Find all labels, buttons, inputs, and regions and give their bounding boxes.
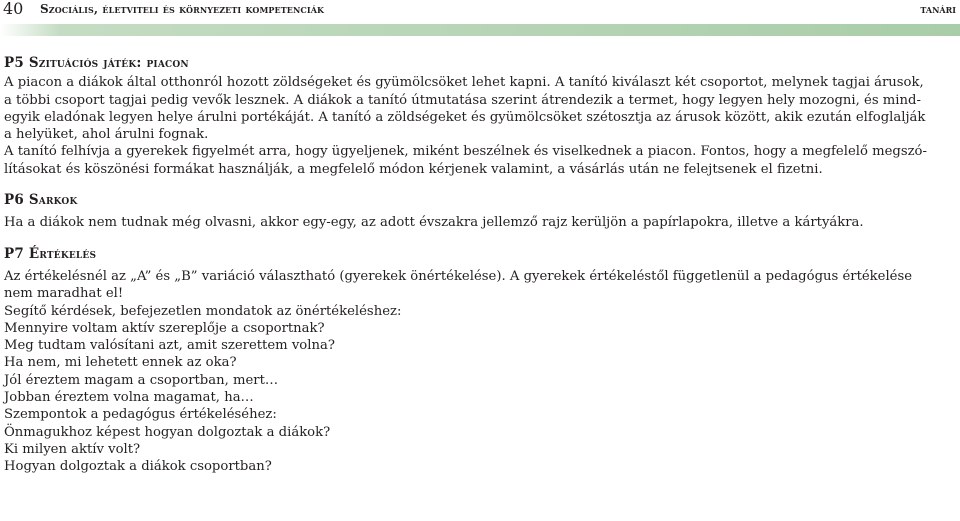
text-line: A piacon a diákok által otthonról hozott zöldségeket és gyümölcsöket lehet kapni. A tanító kiválaszt két csoportot, melynek tagjai árusok, (4, 75, 924, 91)
text-line: A tanító felhívja a gyerekek figyelmét arra, hogy ügyeljenek, miként beszélnek és viselkednek a piacon. Fontos, hogy a megfelelő megszó- (4, 144, 927, 160)
text-line: Hogyan dolgoztak a diákok csoportban? (4, 459, 272, 475)
text-line: lításokat és köszönési formákat használják, a megfelelő módon kérjenek valamint, a vásárlás után ne felejtsenek el fizetni. (4, 161, 823, 177)
header-rule (0, 24, 960, 36)
text-line: Az értékelésnél az „A” és „B” variáció választható (gyerekek önértékelése). A gyerekek értékeléstől függetlenül a pedagógus értékelése (4, 268, 913, 284)
text-line: Meg tudtam valósítani azt, amit szerettem volna? (4, 338, 335, 354)
text-line: Ki milyen aktív volt? (4, 441, 141, 457)
section-p5 (4, 55, 958, 178)
page-header (0, 0, 960, 20)
section-heading: P5 Szituációs játék: piacon (4, 55, 189, 71)
text-line: a többi csoport tagjai pedig vevők lesznek. A diákok a tanító útmutatása szerint átrendezik a termet, hogy legyen hely mozogni, és mind- (4, 92, 921, 108)
section-heading: P7 Értékelés (4, 245, 97, 262)
text-line: Ha a diákok nem tudnak még olvasni, akkor egy-egy, az adott évszakra jellemző rajz kerüljön a papírlapokra, illetve a kártyákra. (4, 215, 864, 231)
text-line: Segítő kérdések, befejezetlen mondatok az önértékeléshez: (4, 303, 402, 319)
chapter-title: Szociális, életviteli és környezeti kompetenciák (40, 2, 325, 16)
text-line: Szempontok a pedagógus értékeléséhez: (4, 407, 277, 423)
section-p6 (4, 192, 958, 232)
text-line: egyik eladónak legyen helye árulni portékáját. A tanító a zöldségeket és gyümölcsöket szétosztja az árusok között, akik ezután elfoglalják (4, 109, 926, 125)
section-heading: P6 Sarkok (4, 192, 78, 209)
text-line: Önmagukhoz képest hogyan dolgoztak a diákok? (4, 424, 331, 440)
section-body (4, 214, 958, 231)
text-line: a helyüket, ahol árulni fognak. (4, 127, 209, 143)
text-line: Jól éreztem magam a csoportban, mert… (4, 372, 279, 388)
text-line: Mennyire voltam aktív szereplője a csoportnak? (4, 320, 325, 336)
page-number: 40 (3, 0, 24, 18)
text-line: Ha nem, mi lehetett ennek az oka? (4, 355, 237, 371)
text-line: nem maradhat el! (4, 286, 124, 302)
section-body (4, 74, 958, 178)
text-line: Jobban éreztem volna magamat, ha… (4, 390, 254, 406)
audience-label: tanári (920, 2, 956, 16)
page-content (4, 52, 958, 476)
section-body (4, 268, 958, 476)
section-p7 (4, 246, 958, 476)
